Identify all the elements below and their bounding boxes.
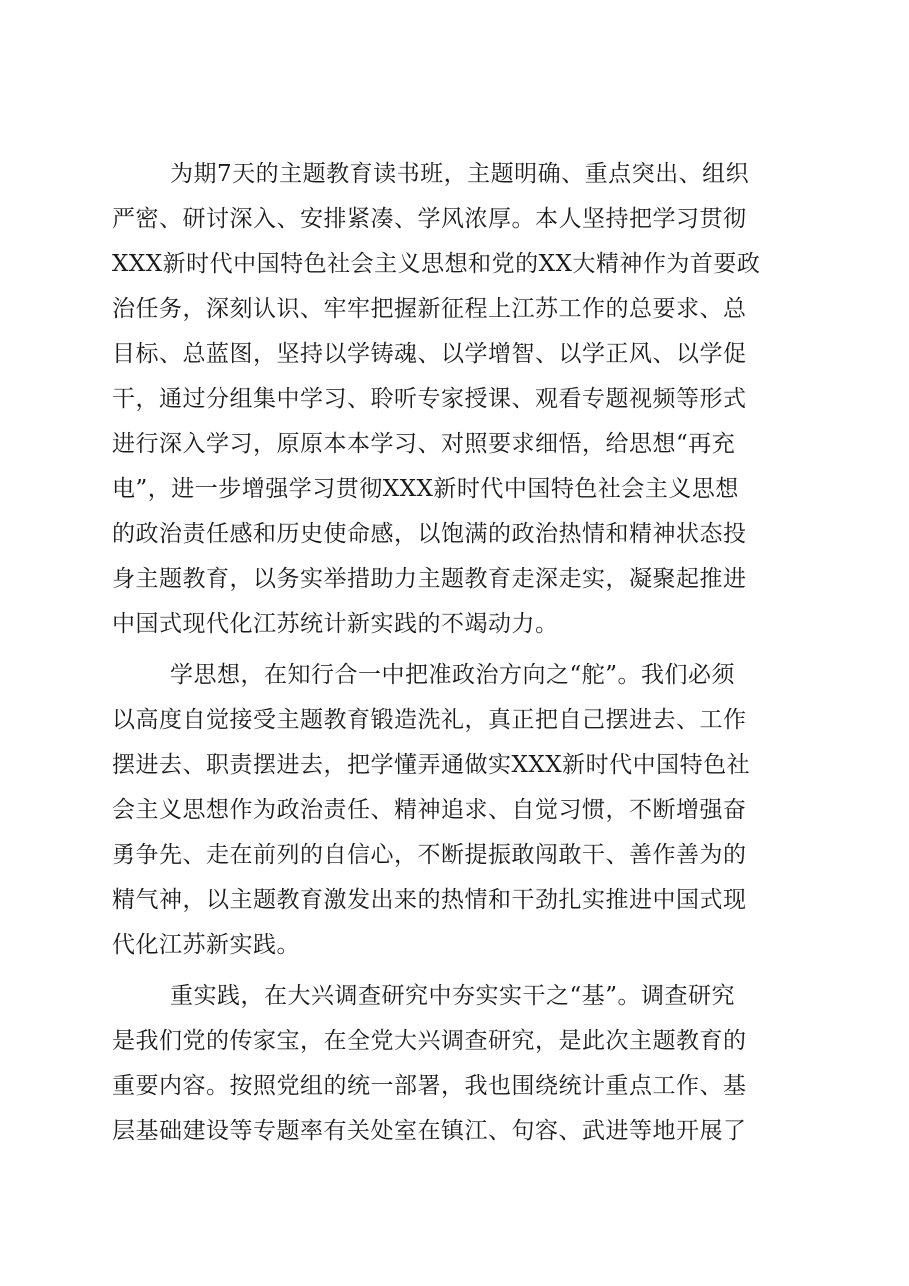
text-line: 层基础建设等专题率有关处室在镇江、句容、武进等地开展了 <box>112 1118 747 1144</box>
text-line: XXX新时代中国特色社会主义思想和党的XX大精神作为首要政 <box>112 251 761 277</box>
text-line: 摆进去、职责摆进去，把学懂弄通做实XXX新时代中国特色社 <box>112 752 751 778</box>
paragraph-reading-class <box>112 152 802 647</box>
text-line: 电”，进一步增强学习贯彻XXX新时代中国特色社会主义思想 <box>112 476 739 502</box>
text-line: 是我们党的传家宝，在全党大兴调查研究，是此次主题教育的 <box>112 1028 747 1054</box>
text-line: 勇争先、走在前列的自信心，不断提振敢闯敢干、善作善为的 <box>112 842 747 868</box>
text-line: 以高度自觉接受主题教育锻造洗礼，真正把自己摆进去、工作 <box>112 707 747 733</box>
text-line: 干，通过分组集中学习、聆听专家授课、观看专题视频等形式 <box>112 386 747 412</box>
text-line: 严密、研讨深入、安排紧凑、学风浓厚。本人坚持把学习贯彻 <box>112 206 747 232</box>
text-line: 目标、总蓝图，坚持以学铸魂、以学增智、以学正风、以学促 <box>112 341 747 367</box>
text-line: 学思想，在知行合一中把准政治方向之“舵”。我们必须 <box>170 662 736 688</box>
text-line: 精气神，以主题教育激发出来的热情和干劲扎实推进中国式现 <box>112 887 747 913</box>
text-line: 代化江苏新实践。 <box>112 932 300 958</box>
paragraph-emphasize-practice <box>112 974 802 1154</box>
text-line: 重实践，在大兴调查研究中夯实实干之“基”。调查研究 <box>170 983 736 1009</box>
paragraph-study-thought <box>112 653 802 968</box>
text-line: 治任务，深刻认识、牢牢把握新征程上江苏工作的总要求、总 <box>112 296 747 322</box>
text-line: 进行深入学习，原原本本学习、对照要求细悟，给思想“再充 <box>112 431 736 457</box>
text-line: 会主义思想作为政治责任、精神追求、自觉习惯，不断增强奋 <box>112 797 747 823</box>
document-body <box>112 152 802 1154</box>
text-line: 重要内容。按照党组的统一部署，我也围绕统计重点工作、基 <box>112 1073 747 1099</box>
text-line: 为期7天的主题教育读书班，主题明确、重点突出、组织 <box>170 161 750 187</box>
text-line: 的政治责任感和历史使命感，以饱满的政治热情和精神状态投 <box>112 521 747 547</box>
text-line: 身主题教育，以务实举措助力主题教育走深走实，凝聚起推进 <box>112 566 747 592</box>
text-line: 中国式现代化江苏统计新实践的不竭动力。 <box>112 611 559 637</box>
